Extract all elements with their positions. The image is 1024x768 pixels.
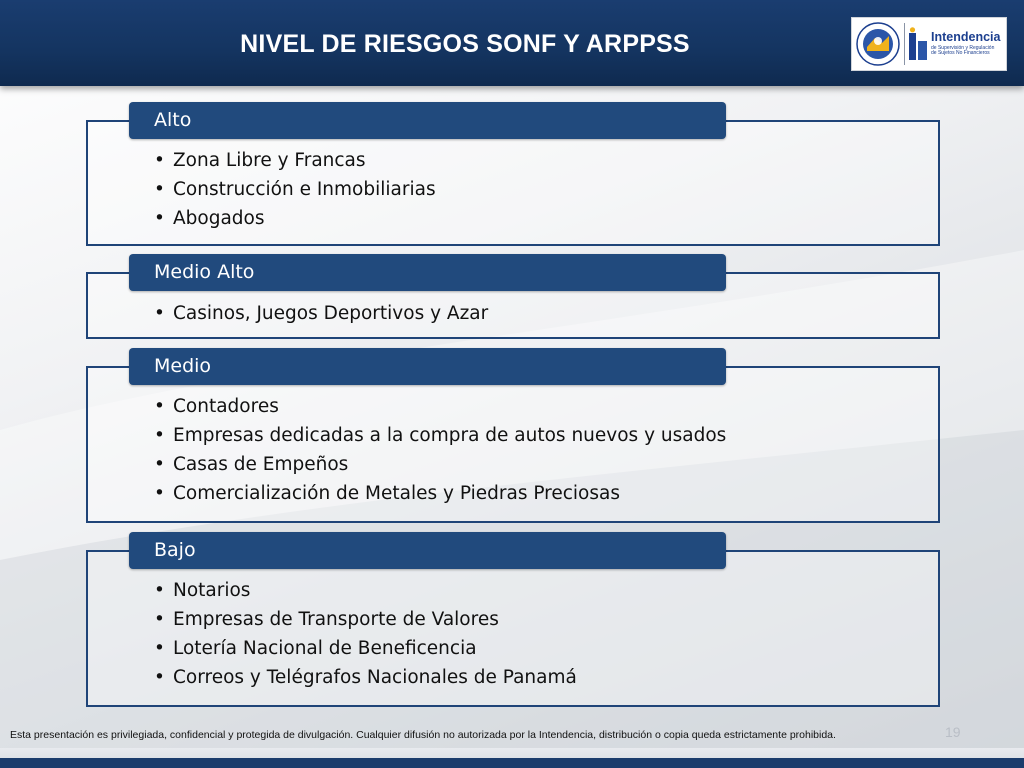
section-header-medio-alto: Medio Alto (129, 254, 726, 291)
section-header-alto: Alto (129, 102, 726, 139)
list-item: • Correos y Telégrafos Nacionales de Panamá (154, 667, 577, 688)
logo-divider (904, 23, 905, 65)
slide-title: NIVEL DE RIESGOS SONF Y ARPPSS (240, 30, 690, 58)
confidentiality-notice: Esta presentación es privilegiada, confidencial y protegida de divulgación. Cualquier difusión no autorizada por la Intendencia, distribución o copia queda estrictamente prohibida. (10, 729, 836, 741)
logo-subtitle: de Supervisión y Regulación de Sujetos No Financieros (931, 44, 995, 57)
list-item: • Contadores (154, 396, 279, 417)
list-item: • Abogados (154, 208, 265, 229)
section-medio-alto-list (154, 299, 488, 328)
list-item: • Empresas de Transporte de Valores (154, 609, 499, 630)
list-item: • Casas de Empeños (154, 454, 349, 475)
bottom-accent-line (0, 758, 1024, 768)
logo-name: Intendencia (931, 30, 1001, 44)
list-item: • Comercialización de Metales y Piedras Preciosas (154, 483, 620, 504)
list-item: • Construcción e Inmobiliarias (154, 179, 436, 200)
section-header-bajo: Bajo (129, 532, 726, 569)
title-bar (0, 0, 1024, 86)
list-item: • Casinos, Juegos Deportivos y Azar (154, 303, 489, 324)
page-number: 19 (945, 724, 961, 740)
list-item: • Lotería Nacional de Beneficencia (154, 638, 477, 659)
ministry-seal-icon (855, 21, 901, 67)
list-item: • Notarios (154, 580, 251, 601)
section-alto-list (154, 146, 436, 233)
section-medio-list (154, 392, 726, 508)
intendencia-mark-icon (908, 27, 928, 61)
list-item: • Zona Libre y Francas (154, 150, 366, 171)
intendencia-logo (851, 17, 1007, 71)
section-header-medio: Medio (129, 348, 726, 385)
list-item: • Empresas dedicadas a la compra de autos nuevos y usados (154, 425, 727, 446)
section-bajo-list (154, 576, 577, 692)
